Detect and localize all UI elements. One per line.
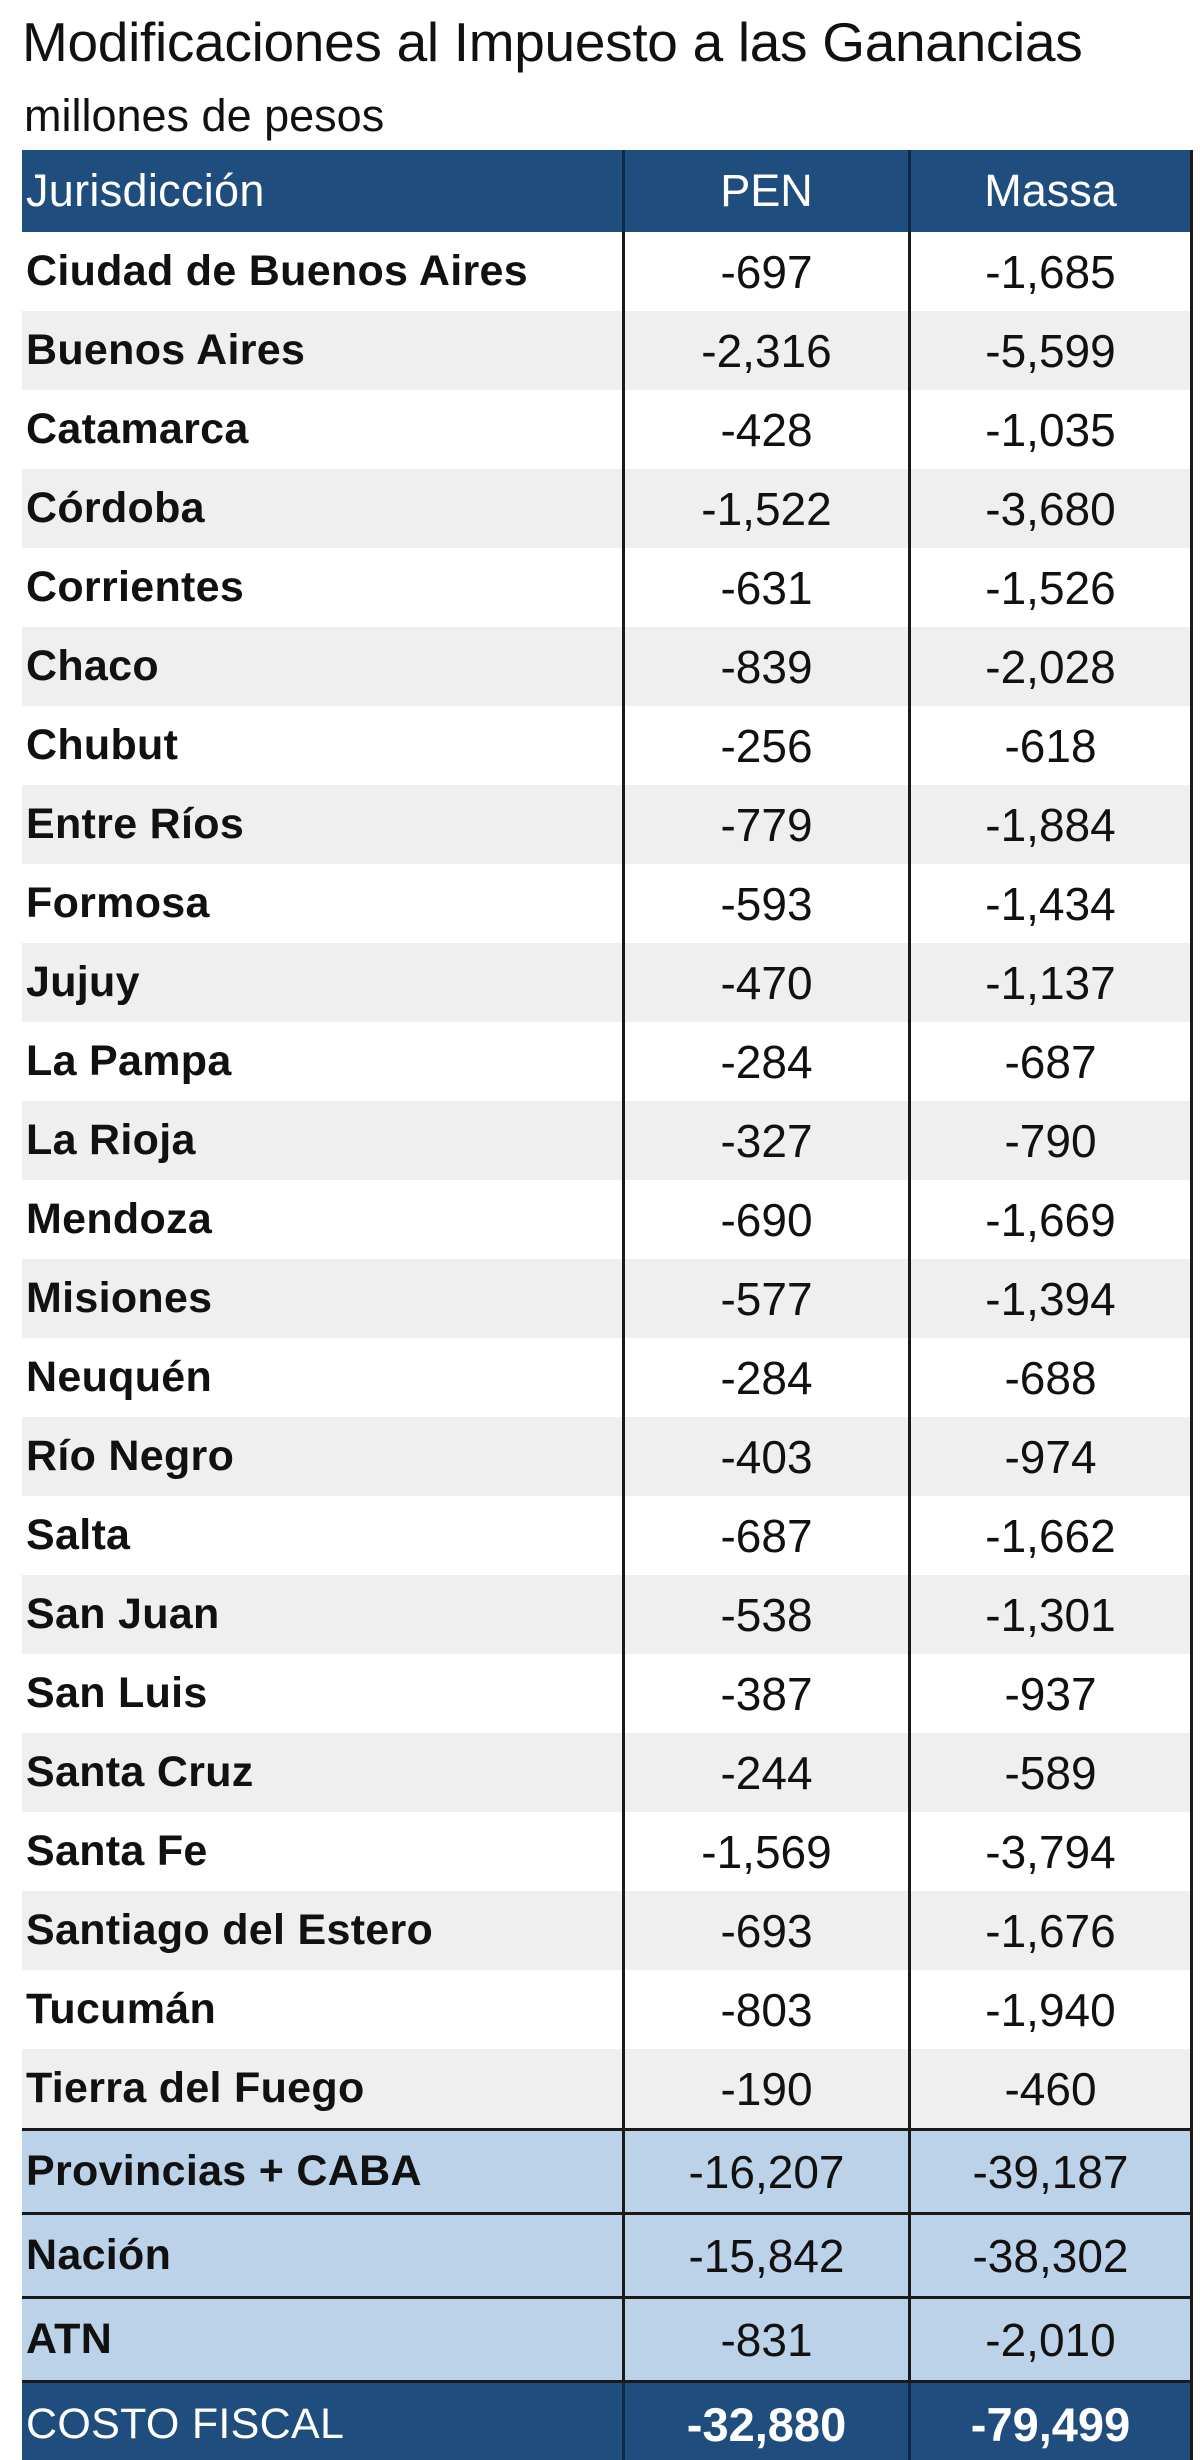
jurisdiccion-cell: Ciudad de Buenos Aires [26, 247, 528, 295]
pen-value-cell: -327 [622, 1101, 908, 1180]
pen-value-cell: -631 [622, 548, 908, 627]
table-row [22, 706, 1190, 785]
data-table [22, 150, 1190, 2460]
table-row [22, 1417, 1190, 1496]
pen-value-cell: -387 [622, 1654, 908, 1733]
pen-value-cell: -687 [622, 1496, 908, 1575]
jurisdiccion-cell: Corrientes [26, 563, 245, 611]
table-row [22, 864, 1190, 943]
massa-value-cell: -2,010 [908, 2299, 1190, 2380]
jurisdiccion-cell: Misiones [26, 1274, 213, 1322]
massa-value-cell: -687 [908, 1022, 1190, 1101]
massa-value-cell: -1,662 [908, 1496, 1190, 1575]
jurisdiccion-cell: Santa Cruz [26, 1748, 254, 1796]
pen-value-cell: -2,316 [622, 311, 908, 390]
massa-value-cell: -79,499 [908, 2383, 1190, 2460]
jurisdiccion-cell: Neuquén [26, 1353, 213, 1401]
jurisdiccion-cell: Tucumán [26, 1985, 217, 2033]
table-row [22, 1180, 1190, 1259]
jurisdiccion-cell: Jujuy [26, 958, 140, 1006]
pen-value-cell: -284 [622, 1022, 908, 1101]
pen-value-cell: -1,569 [622, 1812, 908, 1891]
table-row [22, 1338, 1190, 1417]
total-row [22, 2380, 1190, 2460]
table-row [22, 1022, 1190, 1101]
pen-value-cell: -839 [622, 627, 908, 706]
pen-value-cell: -697 [622, 232, 908, 311]
massa-value-cell: -460 [908, 2049, 1190, 2128]
jurisdiccion-cell: Chaco [26, 642, 159, 690]
massa-value-cell: -39,187 [908, 2131, 1190, 2212]
table-row [22, 1259, 1190, 1338]
massa-value-cell: -937 [908, 1654, 1190, 1733]
jurisdiccion-cell: Chubut [26, 721, 179, 769]
column-header-pen: PEN [622, 150, 908, 232]
massa-value-cell: -618 [908, 706, 1190, 785]
table-row [22, 1101, 1190, 1180]
pen-value-cell: -538 [622, 1575, 908, 1654]
jurisdiccion-cell: Córdoba [26, 484, 205, 532]
massa-value-cell: -1,884 [908, 785, 1190, 864]
pen-value-cell: -256 [622, 706, 908, 785]
jurisdiccion-cell: Buenos Aires [26, 326, 306, 374]
jurisdiccion-cell: COSTO FISCAL [26, 2399, 345, 2448]
table-row [22, 1970, 1190, 2049]
pen-value-cell: -244 [622, 1733, 908, 1812]
massa-value-cell: -1,526 [908, 548, 1190, 627]
pen-value-cell: -690 [622, 1180, 908, 1259]
pen-value-cell: -428 [622, 390, 908, 469]
pen-value-cell: -831 [622, 2299, 908, 2380]
jurisdiccion-cell: Salta [26, 1511, 131, 1559]
massa-value-cell: -38,302 [908, 2215, 1190, 2296]
jurisdiccion-cell: Mendoza [26, 1195, 213, 1243]
massa-value-cell: -3,794 [908, 1812, 1190, 1891]
massa-value-cell: -790 [908, 1101, 1190, 1180]
pen-value-cell: -403 [622, 1417, 908, 1496]
massa-value-cell: -1,685 [908, 232, 1190, 311]
jurisdiccion-cell: Formosa [26, 879, 210, 927]
jurisdiccion-cell: La Rioja [26, 1116, 196, 1164]
table-header-row [22, 150, 1190, 232]
table-row [22, 943, 1190, 1022]
pen-value-cell: -15,842 [622, 2215, 908, 2296]
table-row [22, 1891, 1190, 1970]
massa-value-cell: -1,137 [908, 943, 1190, 1022]
jurisdiccion-cell: Catamarca [26, 405, 249, 453]
pen-value-cell: -32,880 [622, 2383, 908, 2460]
table-row [22, 390, 1190, 469]
jurisdiccion-cell: Río Negro [26, 1432, 235, 1480]
massa-value-cell: -1,940 [908, 1970, 1190, 2049]
table-row [22, 548, 1190, 627]
table-row [22, 1575, 1190, 1654]
massa-value-cell: -1,394 [908, 1259, 1190, 1338]
summary-row [22, 2128, 1190, 2212]
table-row [22, 627, 1190, 706]
table-row [22, 785, 1190, 864]
massa-value-cell: -1,676 [908, 1891, 1190, 1970]
pen-value-cell: -577 [622, 1259, 908, 1338]
massa-value-cell: -974 [908, 1417, 1190, 1496]
table-row [22, 232, 1190, 311]
pen-value-cell: -1,522 [622, 469, 908, 548]
table-row [22, 311, 1190, 390]
chart-subtitle: millones de pesos [24, 90, 385, 141]
table-row [22, 1654, 1190, 1733]
jurisdiccion-cell: La Pampa [26, 1037, 232, 1085]
massa-value-cell: -2,028 [908, 627, 1190, 706]
table-row [22, 1812, 1190, 1891]
table-row [22, 469, 1190, 548]
massa-value-cell: -1,301 [908, 1575, 1190, 1654]
massa-value-cell: -688 [908, 1338, 1190, 1417]
jurisdiccion-cell: Nación [26, 2231, 172, 2279]
summary-row [22, 2296, 1190, 2380]
jurisdiccion-cell: ATN [26, 2315, 113, 2363]
pen-value-cell: -190 [622, 2049, 908, 2128]
pen-value-cell: -284 [622, 1338, 908, 1417]
massa-value-cell: -589 [908, 1733, 1190, 1812]
jurisdiccion-cell: Entre Ríos [26, 800, 245, 848]
table-right-border [1190, 150, 1193, 2460]
table-row [22, 1496, 1190, 1575]
jurisdiccion-cell: Santiago del Estero [26, 1906, 434, 1954]
jurisdiccion-cell: Santa Fe [26, 1827, 208, 1875]
massa-value-cell: -3,680 [908, 469, 1190, 548]
massa-value-cell: -1,035 [908, 390, 1190, 469]
column-header-massa: Massa [908, 150, 1190, 232]
jurisdiccion-cell: Tierra del Fuego [26, 2064, 365, 2112]
pen-value-cell: -16,207 [622, 2131, 908, 2212]
pen-value-cell: -803 [622, 1970, 908, 2049]
massa-value-cell: -5,599 [908, 311, 1190, 390]
table-row [22, 2049, 1190, 2128]
summary-row [22, 2212, 1190, 2296]
jurisdiccion-cell: San Luis [26, 1669, 208, 1717]
column-header-jurisdiccion: Jurisdicción [26, 165, 265, 216]
pen-value-cell: -470 [622, 943, 908, 1022]
jurisdiccion-cell: Provincias + CABA [26, 2147, 422, 2195]
table-row [22, 1733, 1190, 1812]
massa-value-cell: -1,669 [908, 1180, 1190, 1259]
chart-title: Modificaciones al Impuesto a las Ganancias [22, 11, 1083, 73]
jurisdiccion-cell: San Juan [26, 1590, 220, 1638]
pen-value-cell: -593 [622, 864, 908, 943]
pen-value-cell: -693 [622, 1891, 908, 1970]
pen-value-cell: -779 [622, 785, 908, 864]
massa-value-cell: -1,434 [908, 864, 1190, 943]
